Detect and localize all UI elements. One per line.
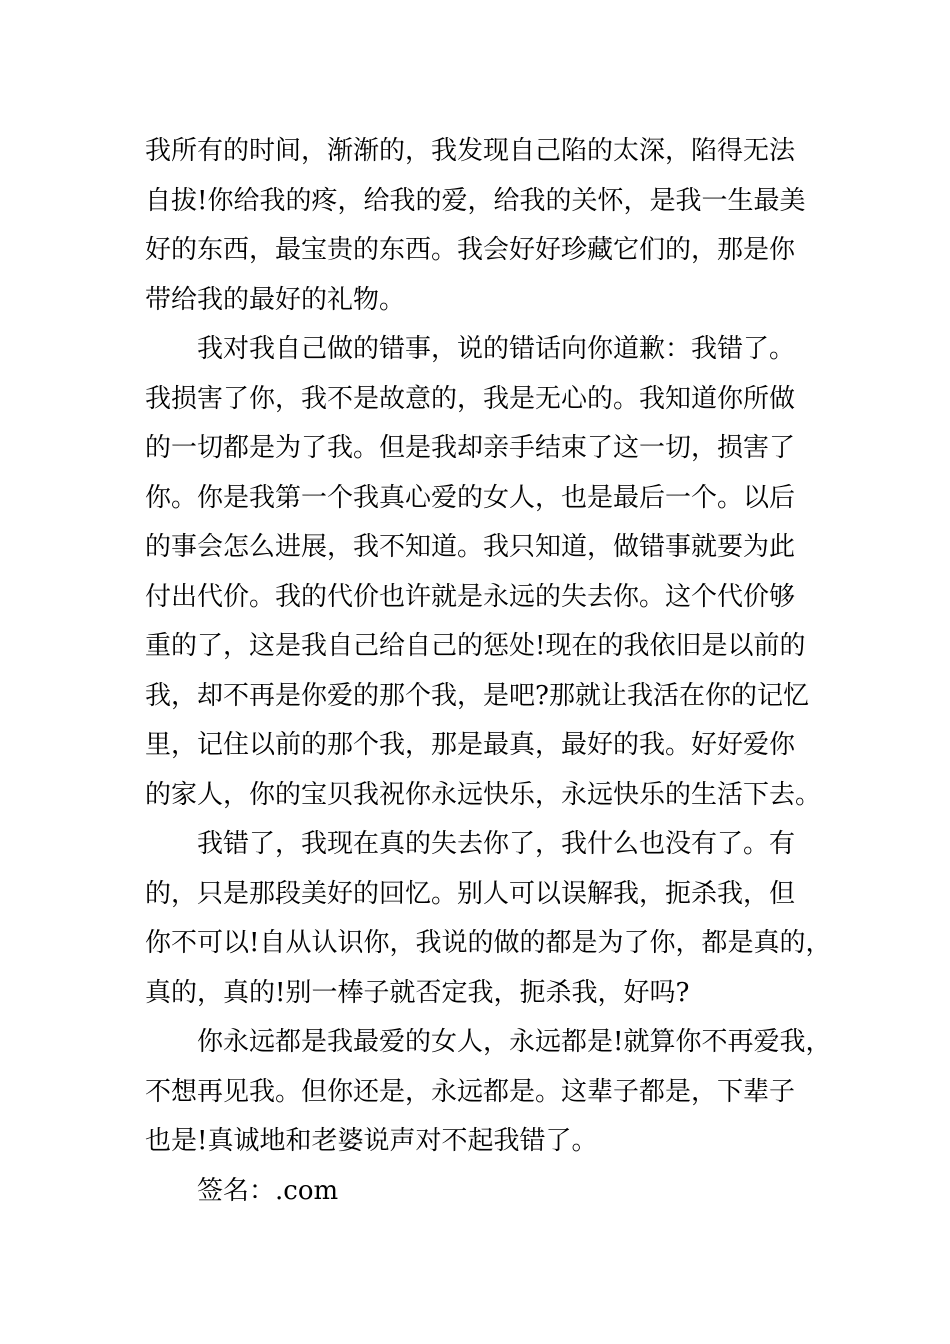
- text-line: 不想再见我。但你还是，永远都是。这辈子都是，下辈子: [145, 1076, 796, 1107]
- text-line: 带给我的最好的礼物。: [145, 284, 406, 315]
- text-line: 我错了，我现在真的失去你了，我什么也没有了。有: [197, 829, 796, 859]
- text-line: 好的东西，最宝贵的东西。我会好好珍藏它们的，那是你: [145, 235, 796, 265]
- text-line: 你不可以!自从认识你，我说的做的都是为了你，都是真的，: [145, 928, 832, 958]
- signature-line: 签名：.com: [197, 1175, 339, 1206]
- text-line: 真的，真的!别一棒子就否定我，扼杀我，好吗?: [145, 977, 690, 1008]
- paragraph-3: [145, 820, 832, 1018]
- text-line: 的事会怎么进展，我不知道。我只知道，做错事就要为此: [145, 532, 796, 562]
- text-line: 也是!真诚地和老婆说声对不起我错了。: [145, 1126, 598, 1156]
- text-line: 付出代价。我的代价也许就是永远的失去你。这个代价够: [145, 581, 796, 612]
- paragraph-2: [145, 325, 825, 820]
- text-line: 里，记住以前的那个我，那是最真，最好的我。好好爱你: [145, 730, 796, 760]
- text-line: 自拔!你给我的疼，给我的爱，给我的关怀，是我一生最美: [145, 185, 806, 216]
- text-line: 我，却不再是你爱的那个我，是吧?那就让我活在你的记忆: [145, 680, 809, 711]
- text-line: 的一切都是为了我。但是我却亲手结束了这一切，损害了: [145, 433, 796, 463]
- text-line: 我对我自己做的错事，说的错话向你道歉：我错了。: [197, 334, 796, 364]
- text-line: 重的了，这是我自己给自己的惩处!现在的我依旧是以前的: [145, 631, 806, 661]
- paragraph-1: [145, 127, 825, 325]
- paragraph-4: [145, 1018, 832, 1167]
- text-line: 我损害了你，我不是故意的，我是无心的。我知道你所做: [145, 383, 796, 414]
- text-line: 我所有的时间，渐渐的，我发现自己陷的太深，陷得无法: [145, 136, 796, 166]
- text-line: 的，只是那段美好的回忆。别人可以误解我，扼杀我，但: [145, 878, 796, 909]
- text-line: 的家人，你的宝贝我祝你永远快乐，永远快乐的生活下去。: [145, 779, 822, 810]
- document-body: [145, 127, 832, 1216]
- text-line: 你。你是我第一个我真心爱的女人，也是最后一个。以后: [145, 482, 796, 513]
- text-line: 你永远都是我最爱的女人，永远都是!就算你不再爱我，: [197, 1027, 832, 1057]
